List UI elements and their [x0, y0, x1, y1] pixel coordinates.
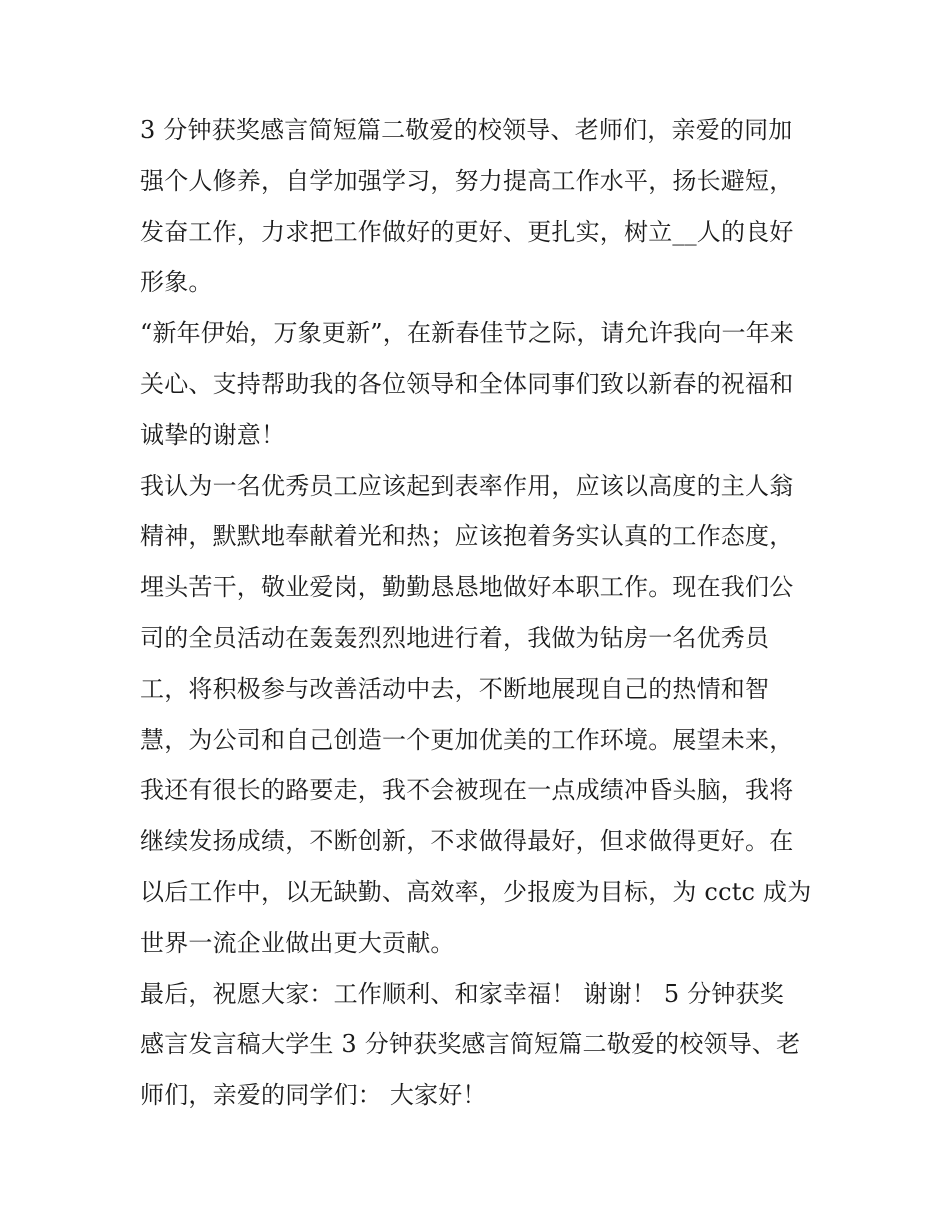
text-line: 我认为一名优秀员工应该起到表率作用，应该以高度的主人翁: [140, 471, 794, 500]
text-line: 感言发言稿大学生 3 分钟获奖感言简短篇二敬爱的校领导、老: [140, 1030, 801, 1059]
text-line: 3 分钟获奖感言简短篇二敬爱的校领导、老师们，亲爱的同加: [140, 116, 793, 144]
text-line: 埋头苦干，敬业爱岗，勤勤恳恳地做好本职工作。现在我们公: [140, 573, 794, 602]
text-line: 世界一流企业做出更大贡献。: [140, 928, 455, 957]
text-line: 最后，祝愿大家：工作顺利、和家幸福！ 谢谢！ 5 分钟获奖: [140, 979, 784, 1008]
text-line: 形象。: [140, 268, 213, 297]
text-line: 诚挚的谢意！: [140, 420, 286, 449]
text-line: 我还有很长的路要走，我不会被现在一点成绩冲昏头脑，我将: [140, 776, 794, 805]
text-line: 强个人修养，自学加强学习，努力提高工作水平，扬长避短，: [140, 166, 794, 195]
text-line: 发奋工作，力求把工作做好的更好、更扎实，树立__人的良好: [140, 217, 794, 246]
document-body: [140, 105, 820, 1121]
text-line: 继续发扬成绩，不断创新，不求做得最好，但求做得更好。在: [140, 827, 794, 856]
text-line: 工，将积极参与改善活动中去，不断地展现自己的热情和智: [140, 674, 770, 703]
text-line: 师们，亲爱的同学们： 大家好！: [140, 1081, 487, 1110]
text-line: 司的全员活动在轰轰烈烈地进行着，我做为钻房一名优秀员: [140, 623, 770, 652]
text-line: “新年伊始，万象更新”，在新春佳节之际，请允许我向一年来: [140, 319, 795, 348]
text-line: 以后工作中，以无缺勤、高效率，少报废为目标，为 cctc 成为: [140, 877, 812, 906]
text-line: 关心、支持帮助我的各位领导和全体同事们致以新春的祝福和: [140, 369, 794, 398]
text-line: 慧，为公司和自己创造一个更加优美的工作环境。展望未来，: [140, 725, 794, 754]
text-line: 精神，默默地奉献着光和热；应该抱着务实认真的工作态度，: [140, 522, 794, 551]
